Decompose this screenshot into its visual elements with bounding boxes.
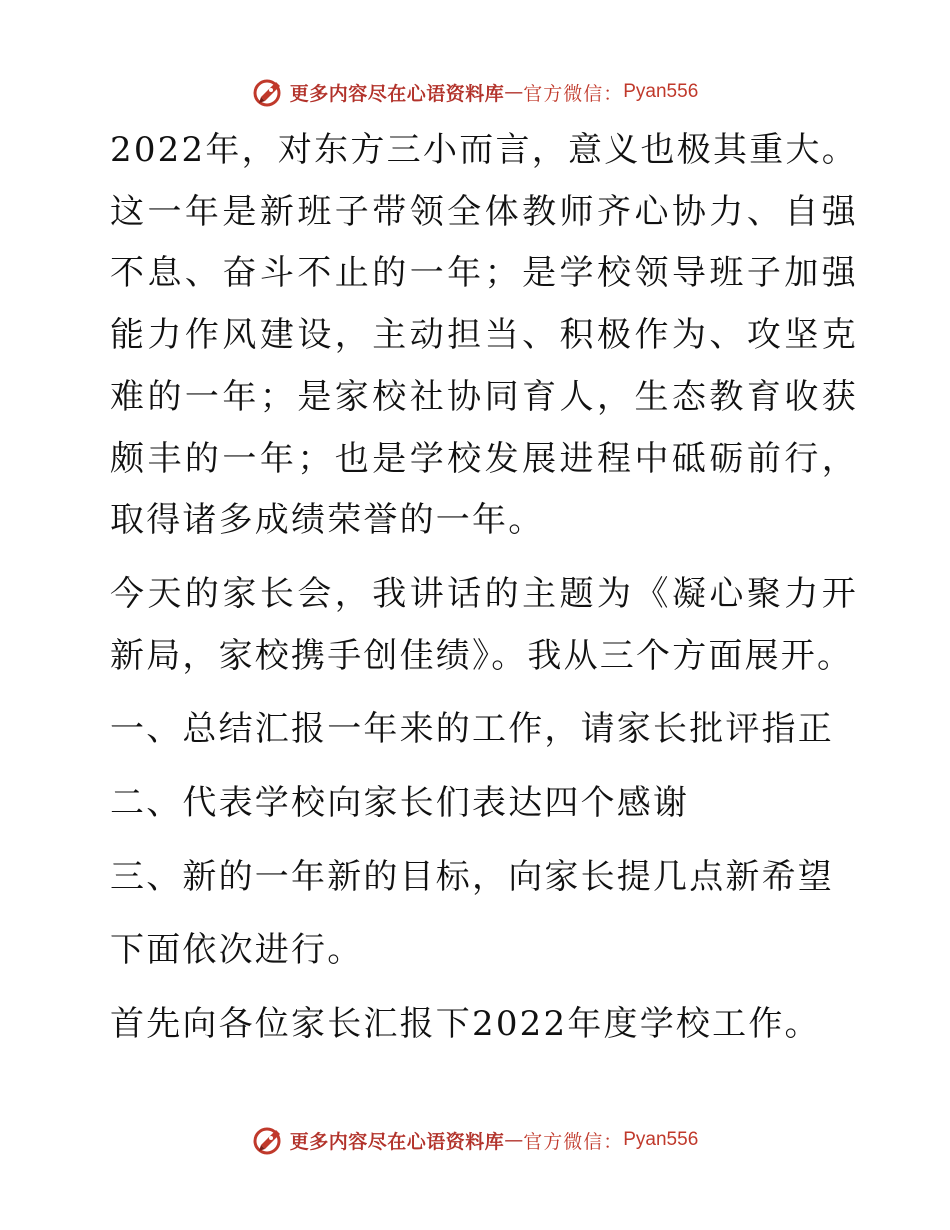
outline-item-2: 二、代表学校向家长们表达四个感谢 <box>110 783 690 824</box>
paragraph-theme: 今天的家长会，我讲话的主题为《凝心聚力开新局，家校携手创佳绩》。我从三个方面展开。 <box>110 573 858 676</box>
header-watermark <box>0 70 950 114</box>
library-text: 更多内容尽在心语资料库 <box>289 82 505 105</box>
paragraph-intro: 2022年，对东方三小而言，意义也极其重大。这一年是新班子带领全体教师齐心协力、自强不息、奋斗不止的一年；是学校领导班子加强能力作风建设，主动担当、积极作为、攻坚克难的一年；是家校社协同育人，生态教育收获颇丰的一年；也是学校发展进程中砥砺前行，取得诸多成绩荣誉的一年。 <box>110 130 858 541</box>
banner-dash: — <box>504 81 524 103</box>
wechat-label: 官方微信： <box>523 82 624 105</box>
pen-logo-icon <box>252 1123 286 1157</box>
document-body <box>98 120 858 1056</box>
wechat-id: Pyan556 <box>623 1129 699 1150</box>
wechat-id: Pyan556 <box>623 81 699 102</box>
outline-item-3: 三、新的一年新的目标，向家长提几点新希望 <box>110 856 834 897</box>
library-text: 更多内容尽在心语资料库 <box>289 1130 505 1153</box>
banner-dash: — <box>504 1129 524 1151</box>
pen-logo-icon <box>252 75 286 109</box>
closing-line: 首先向各位家长汇报下2022年度学校工作。 <box>110 1004 821 1045</box>
next-line: 下面依次进行。 <box>110 930 364 971</box>
wechat-label: 官方微信： <box>523 1130 624 1153</box>
outline-item-1: 一、总结汇报一年来的工作，请家长批评指正 <box>110 709 834 750</box>
footer-watermark <box>0 1118 950 1162</box>
